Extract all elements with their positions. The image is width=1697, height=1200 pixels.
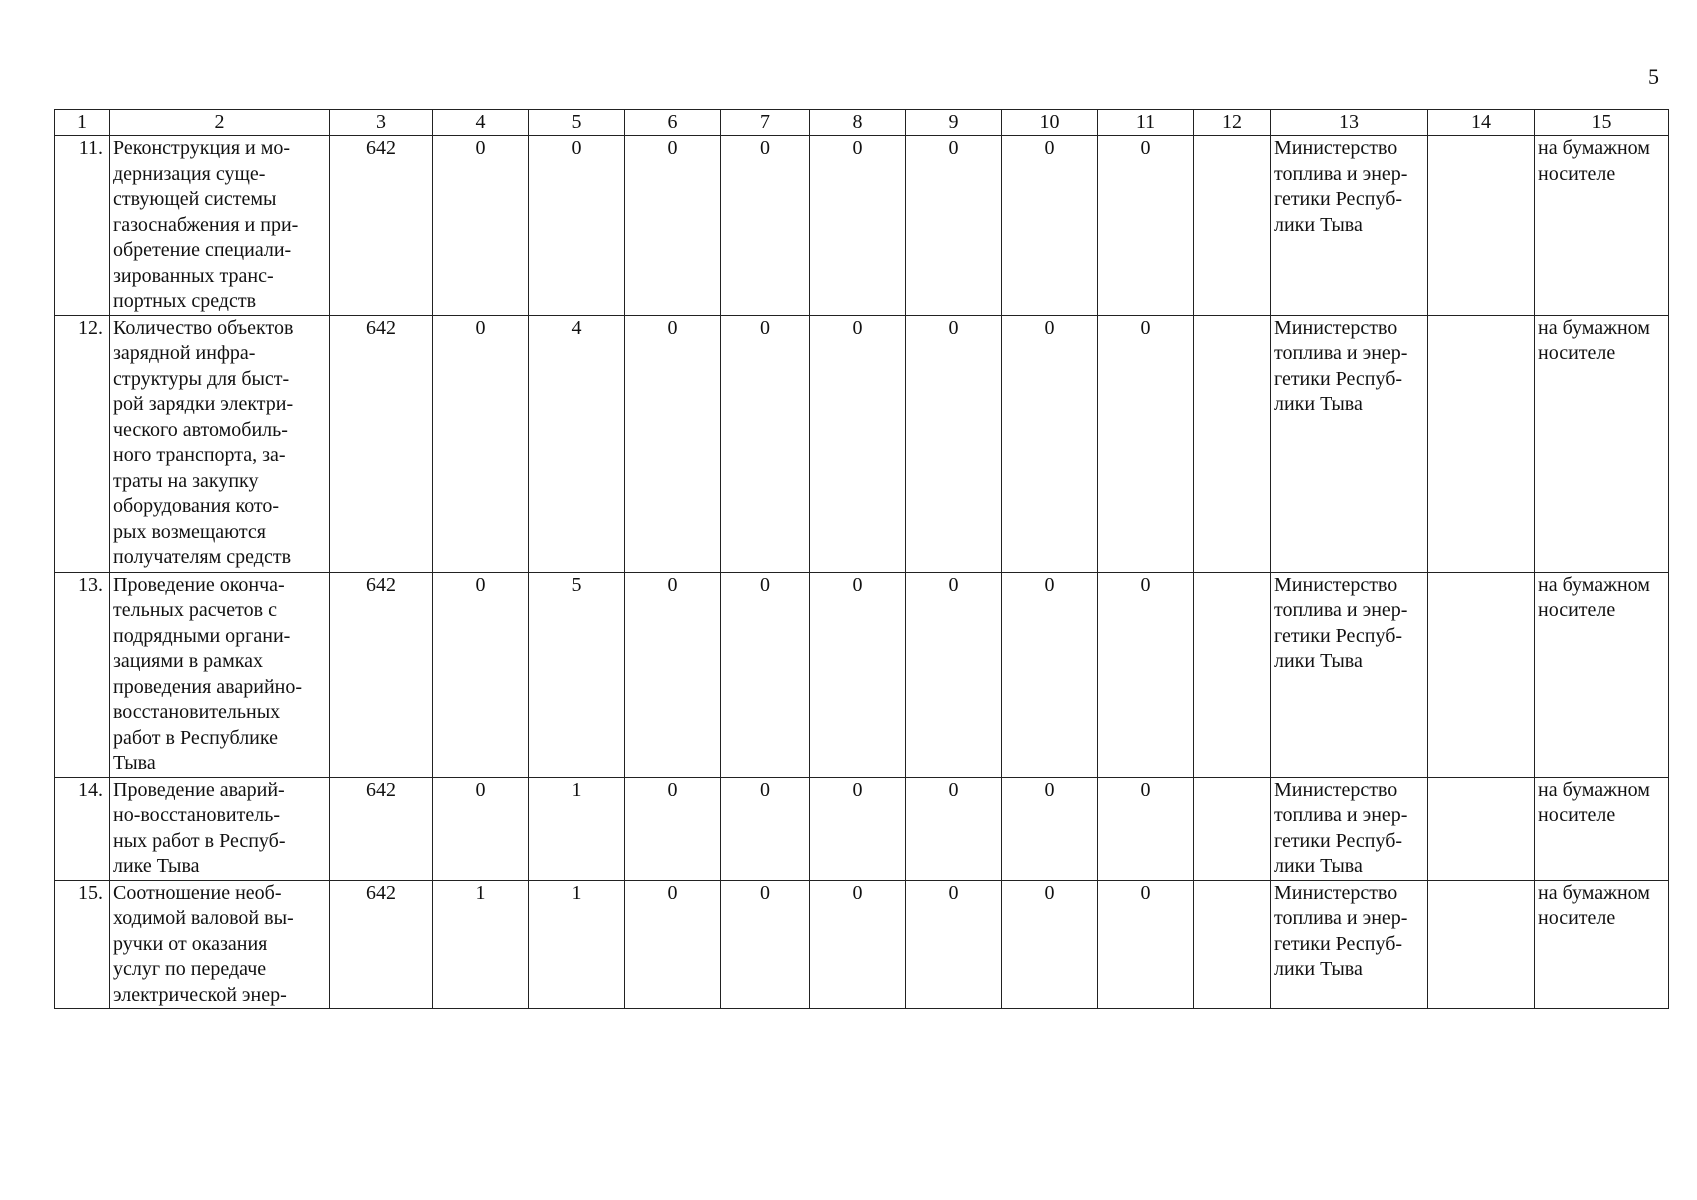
- indicator-name-line: услуг по передаче: [113, 958, 267, 980]
- col-header-3: 3: [330, 110, 433, 136]
- media-type-line: носителе: [1538, 907, 1616, 929]
- indicator-name-line: Реконструкция и мо-: [113, 137, 291, 159]
- responsible-body: [1271, 315, 1428, 572]
- indicator-name-line: траты на закупку: [113, 469, 259, 492]
- media-type: [1535, 880, 1669, 1009]
- header-row: [55, 110, 1669, 136]
- cell-col-11: 0: [1098, 315, 1194, 572]
- indicator-name-line: Количество объектов: [113, 316, 294, 339]
- cell-col-5: 4: [529, 315, 625, 572]
- media-type: [1535, 136, 1669, 316]
- responsible-body-line: лики Тыва: [1274, 213, 1363, 236]
- cell-col-11: 0: [1098, 880, 1194, 1009]
- cell-col-14: [1428, 136, 1535, 316]
- indicator-name-line: Тыва: [113, 752, 156, 774]
- media-type-line: на бумажном: [1538, 881, 1650, 904]
- col-header-13: 13: [1271, 110, 1428, 136]
- cell-col-5: 0: [529, 136, 625, 316]
- media-type-line: на бумажном: [1538, 316, 1650, 339]
- indicator-name: [110, 777, 330, 880]
- cell-col-3: 642: [330, 880, 433, 1009]
- media-type-line: носителе: [1538, 599, 1616, 621]
- responsible-body-line: топлива и энер-: [1274, 599, 1408, 621]
- cell-col-9: 0: [906, 880, 1002, 1009]
- col-header-8: 8: [810, 110, 906, 136]
- responsible-body-line: Министерство: [1274, 137, 1398, 159]
- cell-col-3: 642: [330, 777, 433, 880]
- indicator-name-line: газоснабжения и при-: [113, 213, 299, 236]
- responsible-body-line: гетики Респуб-: [1274, 829, 1403, 852]
- indicator-name-line: Проведение аварий-: [113, 778, 285, 801]
- cell-col-9: 0: [906, 136, 1002, 316]
- cell-col-4: 0: [433, 777, 529, 880]
- col-header-2: 2: [110, 110, 330, 136]
- cell-col-11: 0: [1098, 777, 1194, 880]
- cell-col-3: 642: [330, 136, 433, 316]
- cell-col-10: 0: [1002, 880, 1098, 1009]
- indicator-name-line: рой зарядки электри-: [113, 393, 294, 415]
- indicator-name-line: ного транспорта, за-: [113, 444, 286, 466]
- responsible-body: [1271, 572, 1428, 777]
- media-type-line: на бумажном: [1538, 573, 1650, 596]
- indicator-name-line: тельных расчетов с: [113, 599, 277, 621]
- col-header-11: 11: [1098, 110, 1194, 136]
- cell-col-6: 0: [625, 777, 721, 880]
- responsible-body-line: топлива и энер-: [1274, 804, 1408, 826]
- responsible-body-line: гетики Респуб-: [1274, 367, 1403, 390]
- col-header-15: 15: [1535, 110, 1669, 136]
- indicator-name-line: ствующей системы: [113, 188, 277, 210]
- responsible-body-line: гетики Респуб-: [1274, 624, 1403, 647]
- indicator-name-line: работ в Республике: [113, 726, 278, 749]
- cell-col-9: 0: [906, 777, 1002, 880]
- indicator-name-line: обретение специали-: [113, 239, 292, 261]
- indicator-name-line: структуры для быст-: [113, 367, 290, 390]
- table-row: [55, 880, 1669, 1009]
- responsible-body: [1271, 136, 1428, 316]
- cell-col-14: [1428, 777, 1535, 880]
- cell-col-7: 0: [721, 315, 810, 572]
- cell-col-5: 1: [529, 777, 625, 880]
- table-row: [55, 315, 1669, 572]
- indicator-name-line: лике Тыва: [113, 855, 200, 877]
- responsible-body-line: Министерство: [1274, 316, 1398, 339]
- cell-col-12: [1194, 136, 1271, 316]
- responsible-body-line: Министерство: [1274, 778, 1398, 801]
- indicator-name-line: восстановительных: [113, 701, 281, 723]
- cell-col-5: 1: [529, 880, 625, 1009]
- cell-col-9: 0: [906, 315, 1002, 572]
- cell-col-8: 0: [810, 880, 906, 1009]
- col-header-1: 1: [55, 110, 110, 136]
- cell-col-4: 0: [433, 315, 529, 572]
- media-type-line: носителе: [1538, 804, 1616, 826]
- responsible-body-line: лики Тыва: [1274, 958, 1363, 980]
- indicator-name-line: рых возмещаются: [113, 520, 266, 543]
- responsible-body: [1271, 880, 1428, 1009]
- indicators-table: [54, 109, 1669, 1009]
- cell-col-14: [1428, 315, 1535, 572]
- cell-col-8: 0: [810, 315, 906, 572]
- cell-col-14: [1428, 880, 1535, 1009]
- cell-col-7: 0: [721, 572, 810, 777]
- col-header-9: 9: [906, 110, 1002, 136]
- col-header-12: 12: [1194, 110, 1271, 136]
- media-type-line: носителе: [1538, 162, 1616, 185]
- page-number: 5: [1648, 64, 1659, 89]
- responsible-body: [1271, 777, 1428, 880]
- cell-col-6: 0: [625, 880, 721, 1009]
- col-header-5: 5: [529, 110, 625, 136]
- cell-col-8: 0: [810, 136, 906, 316]
- cell-col-4: 0: [433, 136, 529, 316]
- cell-col-3: 642: [330, 572, 433, 777]
- row-number: 12.: [55, 315, 110, 572]
- responsible-body-line: топлива и энер-: [1274, 342, 1408, 364]
- cell-col-11: 0: [1098, 572, 1194, 777]
- indicator-name: [110, 572, 330, 777]
- cell-col-10: 0: [1002, 777, 1098, 880]
- col-header-10: 10: [1002, 110, 1098, 136]
- cell-col-4: 1: [433, 880, 529, 1009]
- col-header-4: 4: [433, 110, 529, 136]
- col-header-7: 7: [721, 110, 810, 136]
- cell-col-8: 0: [810, 777, 906, 880]
- responsible-body-line: гетики Респуб-: [1274, 188, 1403, 210]
- cell-col-6: 0: [625, 315, 721, 572]
- responsible-body-line: гетики Респуб-: [1274, 932, 1403, 955]
- indicator-name-line: оборудования кото-: [113, 495, 280, 517]
- cell-col-8: 0: [810, 572, 906, 777]
- cell-col-11: 0: [1098, 136, 1194, 316]
- responsible-body-line: Министерство: [1274, 881, 1398, 904]
- media-type: [1535, 315, 1669, 572]
- cell-col-7: 0: [721, 136, 810, 316]
- indicator-name-line: зациями в рамках: [113, 650, 264, 672]
- media-type: [1535, 572, 1669, 777]
- cell-col-7: 0: [721, 880, 810, 1009]
- cell-col-10: 0: [1002, 136, 1098, 316]
- indicator-name-line: зарядной инфра-: [113, 342, 256, 364]
- indicator-name: [110, 880, 330, 1009]
- cell-col-4: 0: [433, 572, 529, 777]
- indicator-name-line: ческого автомобиль-: [113, 418, 288, 441]
- cell-col-12: [1194, 880, 1271, 1009]
- cell-col-6: 0: [625, 572, 721, 777]
- cell-col-6: 0: [625, 136, 721, 316]
- indicator-name-line: Соотношение необ-: [113, 881, 282, 904]
- cell-col-12: [1194, 315, 1271, 572]
- cell-col-7: 0: [721, 777, 810, 880]
- col-header-14: 14: [1428, 110, 1535, 136]
- cell-col-10: 0: [1002, 315, 1098, 572]
- indicator-name-line: ходимой валовой вы-: [113, 907, 294, 929]
- responsible-body-line: топлива и энер-: [1274, 907, 1408, 929]
- responsible-body-line: Министерство: [1274, 573, 1398, 596]
- table-row: [55, 572, 1669, 777]
- cell-col-10: 0: [1002, 572, 1098, 777]
- indicator-name-line: получателям средств: [113, 546, 292, 568]
- indicator-name-line: портных средств: [113, 290, 257, 312]
- media-type: [1535, 777, 1669, 880]
- row-number: 15.: [55, 880, 110, 1009]
- media-type-line: на бумажном: [1538, 137, 1650, 159]
- row-number: 13.: [55, 572, 110, 777]
- responsible-body-line: топлива и энер-: [1274, 162, 1408, 185]
- indicator-name-line: ручки от оказания: [113, 932, 268, 955]
- responsible-body-line: лики Тыва: [1274, 855, 1363, 877]
- media-type-line: носителе: [1538, 342, 1616, 364]
- indicator-name: [110, 136, 330, 316]
- responsible-body-line: лики Тыва: [1274, 650, 1363, 672]
- cell-col-3: 642: [330, 315, 433, 572]
- indicator-name-line: но-восстановитель-: [113, 804, 281, 826]
- indicator-name-line: электрической энер-: [113, 983, 287, 1006]
- indicator-name-line: ных работ в Респуб-: [113, 829, 286, 852]
- row-number: 14.: [55, 777, 110, 880]
- indicator-name-line: зированных транс-: [113, 264, 274, 287]
- table-row: [55, 777, 1669, 880]
- indicator-name: [110, 315, 330, 572]
- indicator-name-line: проведения аварийно-: [113, 675, 303, 698]
- cell-col-14: [1428, 572, 1535, 777]
- row-number: 11.: [55, 136, 110, 316]
- indicator-name-line: Проведение оконча-: [113, 573, 285, 596]
- cell-col-9: 0: [906, 572, 1002, 777]
- responsible-body-line: лики Тыва: [1274, 393, 1363, 415]
- media-type-line: на бумажном: [1538, 778, 1650, 801]
- col-header-6: 6: [625, 110, 721, 136]
- indicator-name-line: дернизация суще-: [113, 162, 266, 185]
- table-row: [55, 136, 1669, 316]
- indicator-name-line: подрядными органи-: [113, 624, 291, 647]
- cell-col-5: 5: [529, 572, 625, 777]
- cell-col-12: [1194, 572, 1271, 777]
- cell-col-12: [1194, 777, 1271, 880]
